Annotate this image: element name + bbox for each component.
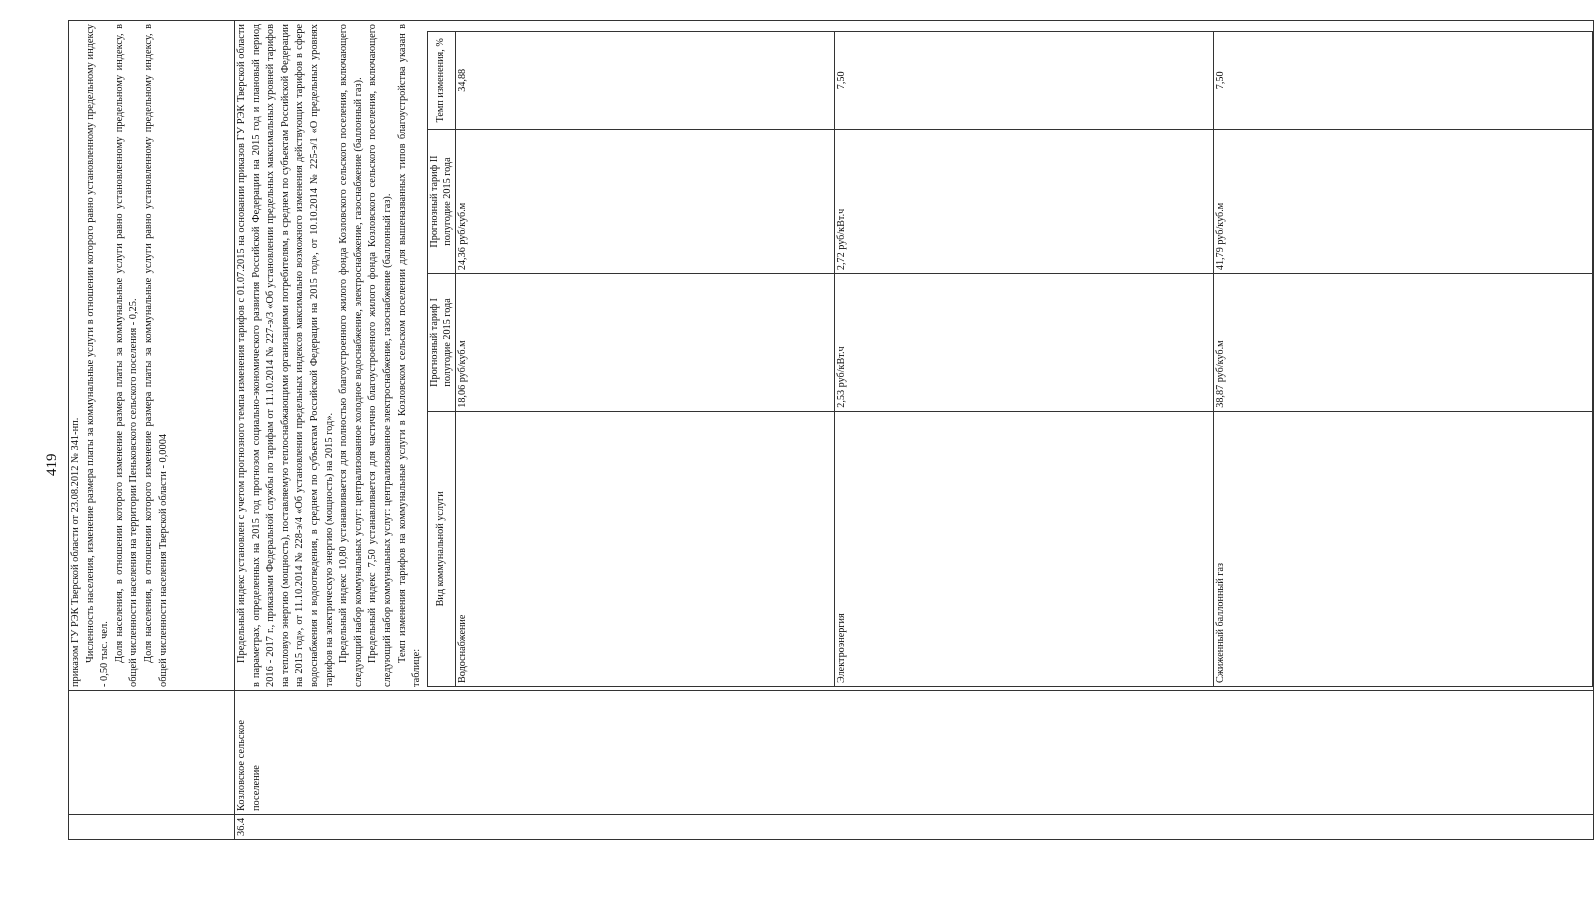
tariff-h2: 41,79 руб/куб.м: [1213, 129, 1592, 273]
change-rate: 34,88: [455, 31, 834, 129]
tariff-h2: 24,36 руб/куб.м: [455, 129, 834, 273]
row-name-cell-empty: [69, 691, 235, 815]
tariff-h1: 2,53 руб/кВт.ч: [834, 274, 1213, 412]
service-name: Водоснабжение: [455, 411, 834, 686]
column-header: Прогнозный тариф II полугодие 2015 года: [427, 129, 455, 273]
row-number: 36.4: [235, 815, 1594, 840]
paragraph: Предельный индекс установлен с учетом прогнозного темпа изменения тарифов с 01.07.2015 на основании приказов ГУ РЭК Тверской области в параметрах, определенных на 2015 год прогнозом социально-экономического развития Российской Федерации на 2015 год и плановый период 2016 - 2017 г., приказами Федеральной службы по тарифам от 11.10.2014 № 227-э/3 «Об установлении предельных максимальных уровней тарифов на тепловую энергию (мощность), поставляемую теплоснабжающими организациями потребителям, в среднем по субъектам Российской Федерации на 2015 год», от 11.10.2014 № 228-э/4 «Об установлении предельных индексов максимально возможного изменения действующих тарифов в сфере водоснабжения и водоотведения, в среднем по субъектам Российской Федерации на 2015 год», от 10.10.2014 № 225-э/1 «О предельных уровнях тарифов на электрическую энергию (мощность) на 2015 год».: [236, 24, 335, 687]
tariff-row: [455, 31, 834, 686]
tariff-row: [1213, 31, 1592, 686]
paragraph: Темп изменения тарифов на коммунальные услуги в Козловском сельском поселении для вышеназванных типов благоустройства указан в таблице:: [396, 24, 423, 687]
tariff-table: [427, 31, 1593, 687]
tariff-h2: 2,72 руб/кВт.ч: [834, 129, 1213, 273]
tariff-table-header: [427, 31, 455, 686]
column-header: Темп изменения, %: [427, 31, 455, 129]
change-rate: 7,50: [834, 31, 1213, 129]
table-row-continuation: [69, 21, 235, 840]
tariff-row: [834, 31, 1213, 686]
tariff-h1: 38,87 руб/куб.м: [1213, 274, 1592, 412]
column-header: Вид коммунальной услуги: [427, 411, 455, 686]
paragraph: Предельный индекс 10,80 устанавливается для полностью благоустроенного жилого фонда Козловского сельского поселения, включающего следующий набор коммунальных услуг: централизованное холодное водоснабжение, электроснабжение, газоснабжение (баллонный газ).: [338, 24, 364, 687]
paragraph: приказом ГУ РЭК Тверской области от 23.08.2012 № 341-нп.: [70, 417, 81, 687]
main-table: [68, 20, 1594, 840]
change-rate: 7,50: [1213, 31, 1592, 129]
paragraph: Доля населения, в отношении которого изменение размера платы за коммунальные услуги равно установленному предельному индексу, в общей численности населения на территории Пеньковского сельского поселения - 0,25.: [113, 24, 140, 687]
tariff-h1: 18,06 руб/куб.м: [455, 274, 834, 412]
settlement-name: Козловское сельское поселение: [235, 691, 1594, 815]
column-header: Прогнозный тариф I полугодие 2015 года: [427, 274, 455, 412]
table-row: [235, 21, 1594, 840]
description-cell: [235, 21, 1594, 691]
paragraph: Предельный индекс 7,50 устанавливается для частично благоустроенного жилого фонда Козловского сельского поселения, включающего следующий набор коммунальных услуг: централизованное электроснабжение, газоснабжение (баллонный газ).: [367, 24, 393, 687]
service-name: Электроэнергия: [834, 411, 1213, 686]
service-name: Сжиженный баллонный газ: [1213, 411, 1592, 686]
page-number: 419: [44, 453, 60, 476]
row-number-cell-empty: [69, 815, 235, 840]
paragraph: Доля населения, в отношении которого изменение размера платы за коммунальные услуги равно установленному предельному индексу, в общей численности населения Тверской области - 0,0004: [142, 24, 169, 687]
paragraph: Численность населения, изменение размера платы за коммунальные услуги в отношении которого равно установленному предельному индексу - 0,50 тыс. чел.: [84, 24, 111, 687]
description-cell: [69, 21, 235, 691]
rotated-content: [40, 20, 1226, 840]
